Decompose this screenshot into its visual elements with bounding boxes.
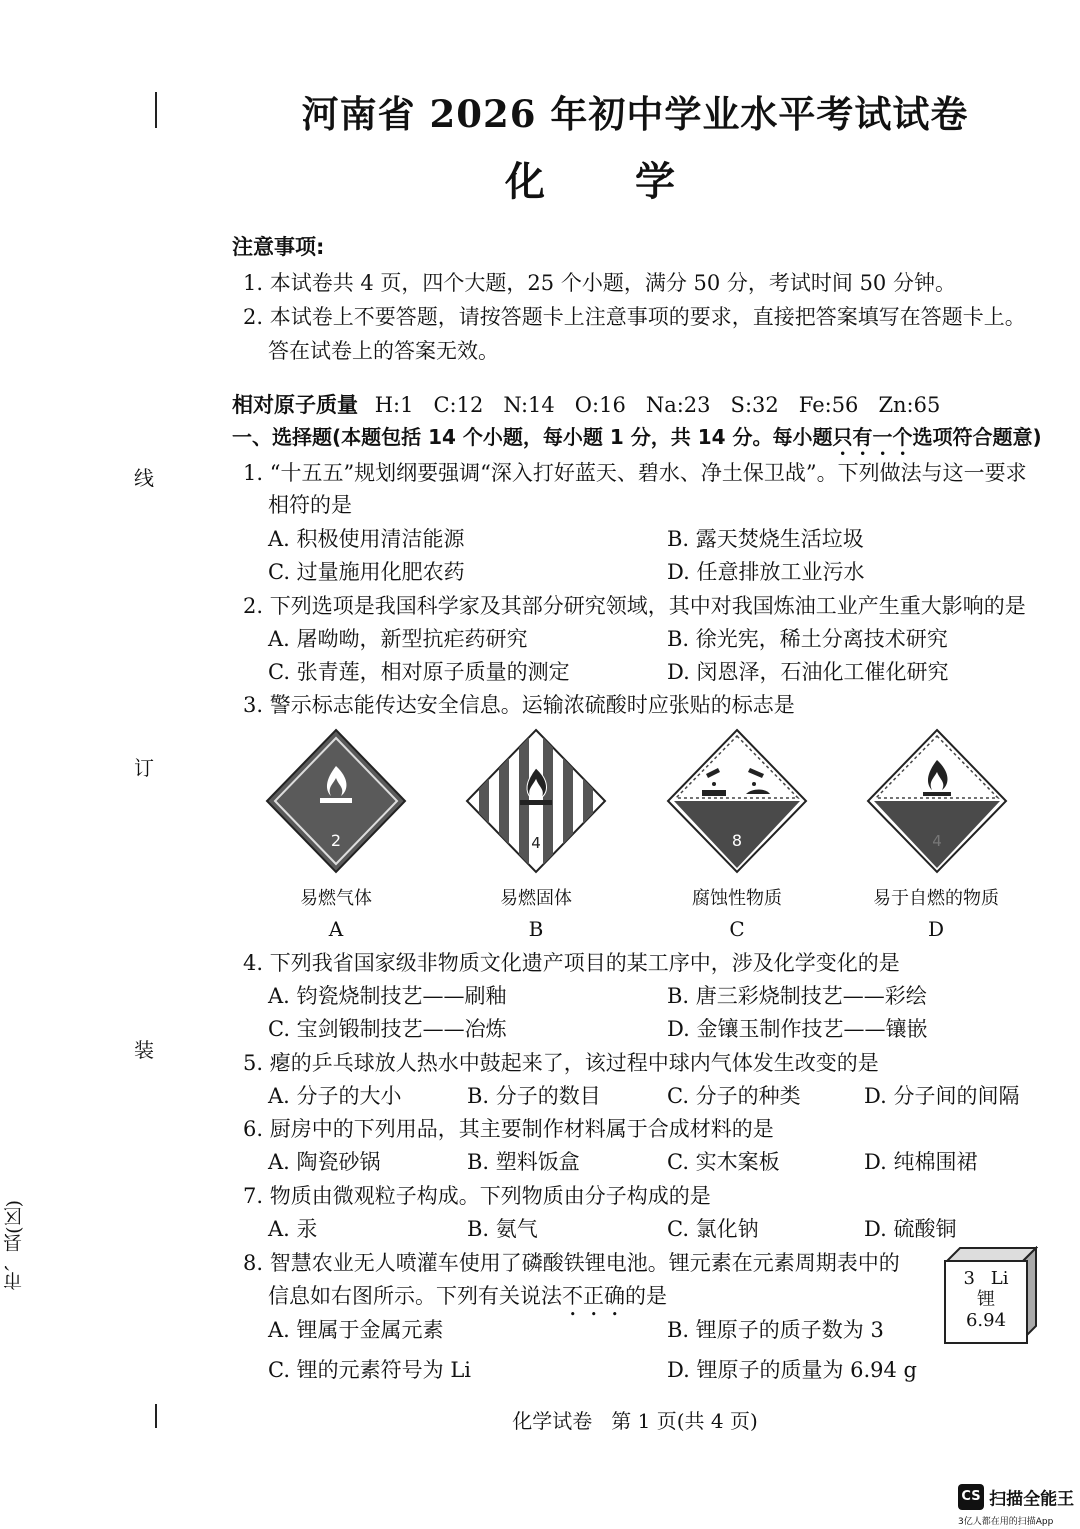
q2-option-d: D. 闵恩泽，石油化工催化研究: [667, 660, 949, 684]
page-footer: 化学试卷 第 1 页(共 4 页): [512, 1409, 758, 1433]
q7-option-b: B. 氨气: [467, 1217, 538, 1241]
element-mass: 6.94: [965, 1310, 1007, 1331]
margin-mark-ding: 订: [134, 756, 154, 780]
notice-item-2-cont: 答在试卷上的答案无效。: [268, 339, 499, 363]
q4-option-b: B. 唐三彩烧制技艺——彩绘: [667, 984, 927, 1008]
q1-option-a: A. 积极使用清洁能源: [268, 527, 465, 551]
q4-option-a: A. 钧瓷烧制技艺——刷釉: [268, 984, 507, 1008]
q2-option-b: B. 徐光宪，稀土分离技术研究: [667, 627, 948, 651]
county-field-label: 市、县(区): [3, 1200, 25, 1291]
element-symbol: Li: [990, 1268, 1009, 1289]
atomic-mass-values: H:1 C:12 N:14 O:16 Na:23 S:32 Fe:56 Zn:65: [374, 393, 941, 417]
q1-stem-cont: 相符的是: [268, 493, 352, 517]
q4-stem: 4. 下列我省国家级非物质文化遗产项目的某工序中，涉及化学变化的是: [243, 951, 900, 975]
section-1-heading: 一、选择题(本题包括 14 个小题，每小题 1 分，共 14 分。每小题只有一个选项符合题意): [232, 425, 1042, 449]
notice-item-1: 1. 本试卷共 4 页，四个大题，25 个小题，满分 50 分，考试时间 50 分钟。: [243, 271, 956, 295]
notice-heading: 注意事项:: [232, 235, 325, 259]
element-name: 锂: [977, 1289, 995, 1310]
q4-option-d: D. 金镶玉制作技艺——镶嵌: [667, 1017, 928, 1041]
exam-subject: 化学: [505, 158, 765, 205]
q7-option-c: C. 氯化钠: [667, 1217, 759, 1241]
emphasis-not-correct: 不正确: [562, 1284, 625, 1308]
sign-a-label: 易燃气体: [300, 888, 372, 909]
q5-option-b: B. 分子的数目: [467, 1084, 601, 1108]
sign-c-corrosive-icon: [666, 728, 808, 874]
q8-stem-cont: 信息如右图所示。下列有关说法不正确的是: [268, 1284, 667, 1308]
q5-stem: 5. 瘪的乒乓球放人热水中鼓起来了，该过程中球内气体发生改变的是: [243, 1051, 879, 1075]
notice-item-2: 2. 本试卷上不要答题，请按答题卡上注意事项的要求，直接把答案填写在答题卡上。: [243, 305, 1026, 329]
q6-stem: 6. 厨房中的下列用品，其主要制作材料属于合成材料的是: [243, 1117, 774, 1141]
q7-option-a: A. 汞: [268, 1217, 318, 1241]
q5-option-c: C. 分子的种类: [667, 1084, 801, 1108]
sign-a-flammable-gas-icon: [265, 728, 407, 874]
sign-d-letter: D: [927, 917, 945, 941]
q5-option-d: D. 分子间的间隔: [864, 1084, 1020, 1108]
q6-option-d: D. 纯棉围裙: [864, 1150, 978, 1174]
sign-c-letter: C: [729, 917, 745, 941]
scanner-watermark: [958, 1484, 1074, 1527]
atomic-mass-label: 相对原子质量: [232, 393, 358, 417]
element-card-lithium: [944, 1260, 1028, 1344]
q2-option-a: A. 屠呦呦，新型抗疟药研究: [268, 627, 528, 651]
q1-stem: 1. “十五五”规划纲要强调“深入打好蓝天、碧水、净土保卫战”。下列做法与这一要求: [243, 461, 1027, 485]
sign-d-spontaneous-combustion-icon: [866, 728, 1008, 874]
emphasis-only-one: 只有一个: [832, 425, 913, 449]
q1-option-d: D. 任意排放工业污水: [667, 560, 865, 584]
scanner-app-tagline: 3亿人都在用的扫描App: [958, 1517, 1054, 1527]
sign-b-label: 易燃固体: [500, 888, 572, 909]
sign-a-number: 2: [330, 831, 342, 850]
sign-c-number: 8: [731, 831, 743, 850]
q6-option-a: A. 陶瓷砂锅: [268, 1150, 381, 1174]
q8-option-a: A. 锂属于金属元素: [268, 1318, 444, 1342]
q4-option-c: C. 宝剑锻制技艺——冶炼: [268, 1017, 507, 1041]
sign-d-label: 易于自燃的物质: [873, 888, 999, 909]
q1-option-c: C. 过量施用化肥农药: [268, 560, 465, 584]
element-atomic-number: 3: [963, 1268, 975, 1289]
cs-logo-icon: CS: [958, 1484, 984, 1510]
q6-option-b: B. 塑料饭盒: [467, 1150, 580, 1174]
q8-option-d: D. 锂原子的质量为 6.94 g: [667, 1358, 917, 1382]
atomic-mass-line: [232, 390, 940, 420]
sign-b-flammable-solid-icon: [465, 728, 607, 874]
margin-mark-zhuang: 装: [134, 1038, 154, 1062]
sign-b-letter: B: [528, 917, 544, 941]
margin-mark-xian: 线: [134, 466, 154, 490]
q7-stem: 7. 物质由微观粒子构成。下列物质由分子构成的是: [243, 1184, 711, 1208]
q8-option-c: C. 锂的元素符号为 Li: [268, 1358, 472, 1382]
sign-c-label: 腐蚀性物质: [692, 888, 782, 909]
q2-stem: 2. 下列选项是我国科学家及其部分研究领域，其中对我国炼油工业产生重大影响的是: [243, 594, 1026, 618]
exam-title: 河南省 2026 年初中学业水平考试试卷: [301, 92, 969, 136]
q2-option-c: C. 张青莲，相对原子质量的测定: [268, 660, 570, 684]
q5-option-a: A. 分子的大小: [268, 1084, 402, 1108]
sign-d-number: 4: [932, 832, 942, 850]
q7-option-d: D. 硫酸铜: [864, 1217, 957, 1241]
scanner-app-name: 扫描全能王: [989, 1489, 1075, 1510]
q3-stem: 3. 警示标志能传达安全信息。运输浓硫酸时应张贴的标志是: [243, 693, 795, 717]
q8-stem: 8. 智慧农业无人喷灌车使用了磷酸铁锂电池。锂元素在元素周期表中的: [243, 1251, 900, 1275]
q6-option-c: C. 实木案板: [667, 1150, 780, 1174]
q1-option-b: B. 露天焚烧生活垃圾: [667, 527, 864, 551]
q8-option-b: B. 锂原子的质子数为 3: [667, 1318, 884, 1342]
sign-a-letter: A: [328, 917, 344, 941]
sign-b-number: 4: [531, 834, 541, 852]
